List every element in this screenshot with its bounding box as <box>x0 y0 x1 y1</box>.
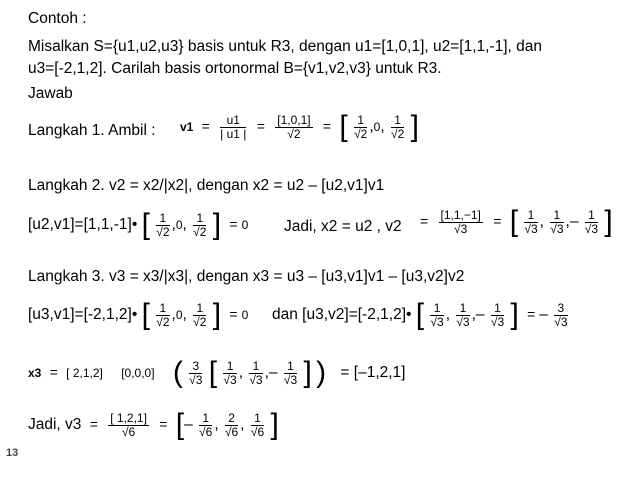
step1-text: Langkah 1. Ambil : <box>28 122 156 139</box>
step2-dot-line: [u2,v1]=[1,1,-1]• [ $\frac{1}{√2}$ ,0, $\frac{1}{√2}$ ] = 0 <box>28 208 249 241</box>
example-heading: Contoh : <box>28 10 87 27</box>
step1-formula: v1 = $\frac{u1}{| u1 |}$ = $\frac{[1,0,1]}{√2}$ = [ $\frac{1}{√2}$ ,0, $\frac{1}{√2}$ ] <box>180 110 419 143</box>
step3-dot1-line: [u3,v1]=[-2,1,2]• [ $\frac{1}{√2}$ ,0, $\frac{1}{√2}$ ] = 0 <box>28 298 249 331</box>
step2-jadi: Jadi, x2 = u2 , v2 <box>284 218 402 235</box>
u1-over-norm: $\frac{u1}{| u1 |}$ <box>220 112 247 141</box>
problem-line-2: u3=[-2,1,2]. Carilah basis ortonormal B={v1,v2,v3} untuk R3. <box>28 60 442 77</box>
final-line: Jadi, v3 = $\frac{[ 1,2,1]}{√6}$ = [– $\frac{1}{√6}$ , $\frac{2}{√6}$ , $\frac{1}{√6}$ ] <box>28 408 279 441</box>
step2-v2-formula: = $\frac{[1,1,-1]}{√3}$ = [ $\frac{1}{√3}$ , $\frac{1}{√3}$ ,– $\frac{1}{√3}$ ] <box>420 205 613 238</box>
page-number: 13 <box>6 447 19 459</box>
problem-line-1: Misalkan S={u1,u2,u3} basis untuk R3, dengan u1=[1,0,1], u2=[1,1,-1], dan <box>28 38 543 55</box>
step3-dot2-line: dan [u3,v2]=[-2,1,2]• [ $\frac{1}{√3}$ , $\frac{1}{√3}$ ,– $\frac{1}{√3}$ ] = – $\frac{3}{√3}$ <box>272 298 568 331</box>
answer-label: Jawab <box>28 85 73 102</box>
step2-text: Langkah 2. v2 = x2/|x2|, dengan x2 = u2 – [u2,v1]v1 <box>28 177 385 194</box>
step3-text: Langkah 3. v3 = x3/|x3|, dengan x3 = u3 – [u3,v1]v1 – [u3,v2]v2 <box>28 268 465 285</box>
frac-1-sqrt2-b: $\frac{1}{√2}$ <box>390 112 405 141</box>
step2-dot-result: 0 <box>241 218 249 233</box>
v1-symbol: v1 <box>180 120 194 135</box>
x3-result: = [–1,2,1] <box>340 364 406 382</box>
step2-dot-label: [u2,v1]=[1,1,-1]• <box>28 216 138 234</box>
x3-line: x3 = [ 2,1,2] [0,0,0] ( $\frac{3}{√3}$ [ $\frac{1}{√3}$ , $\frac{1}{√3}$ ,– $\frac{1}{√3}$ ] ) = [–1,2,1] <box>28 356 406 389</box>
frac-1-sqrt2-a: $\frac{1}{√2}$ <box>354 112 368 141</box>
vec-over-sqrt2: $\frac{[1,0,1]}{√2}$ <box>277 112 311 141</box>
